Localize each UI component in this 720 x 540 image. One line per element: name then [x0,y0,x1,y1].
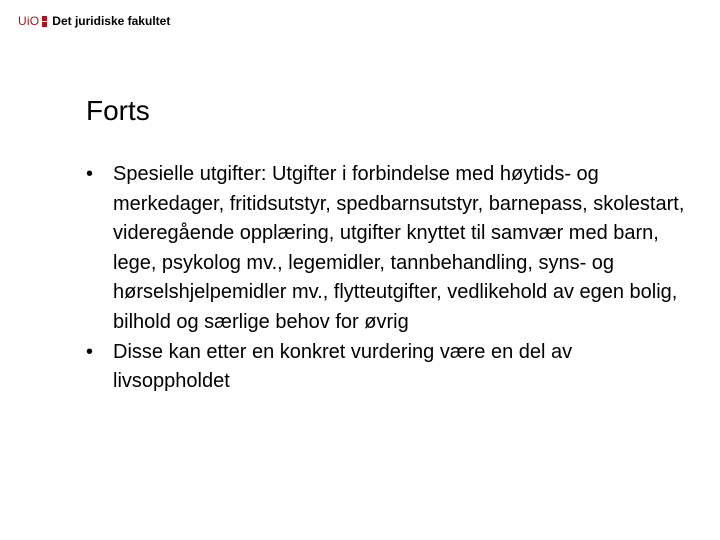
bullet-item [86,160,686,338]
uio-logo: UiO [18,14,40,28]
bullet-text: Disse kan etter en konkret vurdering være en del av livsoppholdet [113,340,573,393]
slide-header [18,12,170,30]
bullet-icon: • [86,340,94,363]
slide-title: Forts [86,95,150,126]
bullet-item [86,338,686,397]
bullet-list [86,160,686,397]
uio-logo-mark-icon [42,15,48,27]
faculty-name: Det juridiske fakultet [52,14,171,28]
bullet-text: Spesielle utgifter: Utgifter i forbindelse med høytids- og merkedager, fritidsutstyr, spedbarnsutstyr, barnepass, skolestart, videregående opplæring, utgifter knyttet til samvær med barn, lege, psykolog mv., legemidler, tannbehandling, syns- og hørselshjelpemidler mv., flytteutgifter, vedlikehold av egen bolig, bilhold og særlige behov for øvrig [113,163,685,333]
bullet-icon: • [86,163,94,185]
